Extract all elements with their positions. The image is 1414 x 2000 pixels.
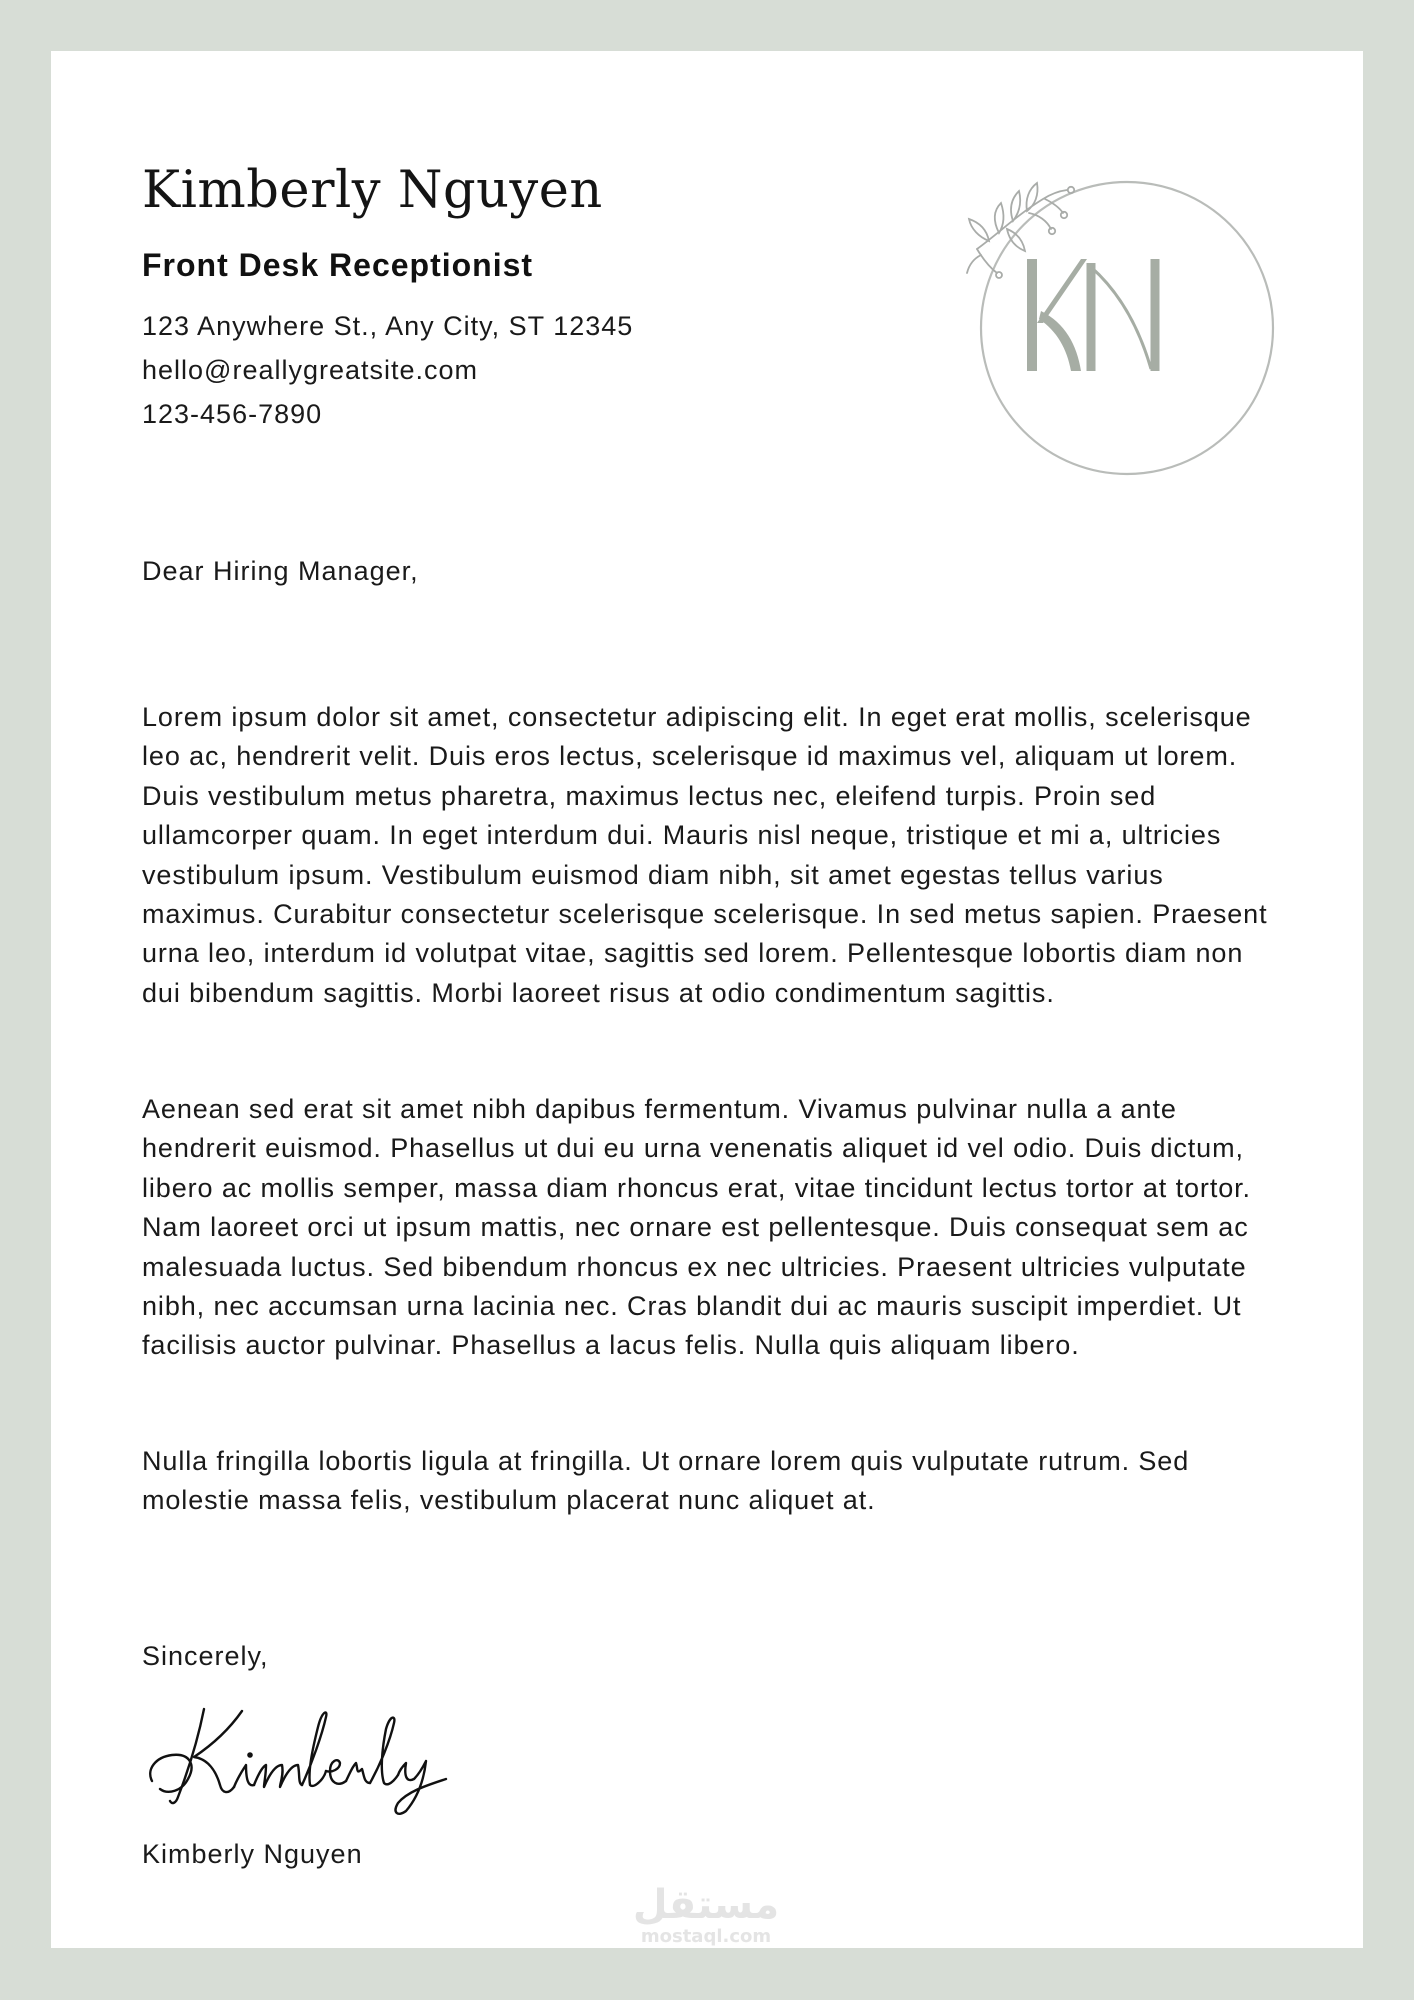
signer-name: Kimberly Nguyen — [142, 1839, 363, 1869]
applicant-name: Kimberly Nguyen — [142, 161, 603, 220]
handwritten-signature — [142, 1699, 472, 1819]
contact-block — [142, 304, 633, 436]
letter-page — [51, 51, 1363, 1948]
body-paragraph: Aenean sed erat sit amet nibh dapibus fermentum. Vivamus pulvinar nulla a ante hendrerit euismod. Phasellus ut dui eu urna venenatis aliquet id vel odio. Duis dictum, libero ac mollis semper, massa diam rhoncus erat, vitae tincidunt lectus tortor at tortor. Nam laoreet orci ut ipsum mattis, nec ornare est pellentesque. Duis consequat sem ac malesuada luctus. Sed bibendum rhoncus ex nec ultricies. Praesent ultricies vulputate nibh, nec accumsan urna lacinia nec. Cras blandit dui ac mauris suscipit imperdiet. Ut facilisis auctor pulvinar. Phasellus a lacus felis. Nulla quis aliquam libero. — [142, 1094, 1251, 1361]
email: hello@reallygreatsite.com — [142, 355, 479, 385]
closing: Sincerely, — [142, 1641, 269, 1671]
body-paragraph: Lorem ipsum dolor sit amet, consectetur adipiscing elit. In eget erat mollis, scelerisque leo ac, hendrerit velit. Duis eros lectus, scelerisque id maximus vel, aliquam ut lorem. Duis vestibulum metus pharetra, maximus lectus nec, eleifend turpis. Proin sed ullamcorper quam. In eget interdum dui. Mauris nisl neque, tristique et mi a, ultricies vestibulum ipsum. Vestibulum euismod diam nibh, sit amet egestas tellus varius maximus. Curabitur consectetur scelerisque scelerisque. In sed metus sapien. Praesent urna leo, interdum id volutpat vitae, sagittis sed lorem. Pellentesque lobortis diam non dui bibendum sagittis. Morbi laoreet risus at odio condimentum sagittis. — [142, 702, 1268, 1008]
floral-monogram-icon — [959, 163, 1279, 478]
watermark-arabic: مستقل — [632, 1882, 780, 1928]
salutation: Dear Hiring Manager, — [142, 556, 419, 586]
watermark-logo — [621, 1883, 791, 1949]
phone: 123-456-7890 — [142, 399, 323, 429]
job-title: Front Desk Receptionist — [142, 247, 534, 283]
address: 123 Anywhere St., Any City, ST 12345 — [142, 311, 634, 341]
body-paragraph: Nulla fringilla lobortis ligula at fringilla. Ut ornare lorem quis vulputate rutrum. Sed molestie massa felis, vestibulum placerat nunc aliquet at. — [142, 1446, 1190, 1516]
watermark-latin: mostaql.com — [640, 1926, 772, 1947]
